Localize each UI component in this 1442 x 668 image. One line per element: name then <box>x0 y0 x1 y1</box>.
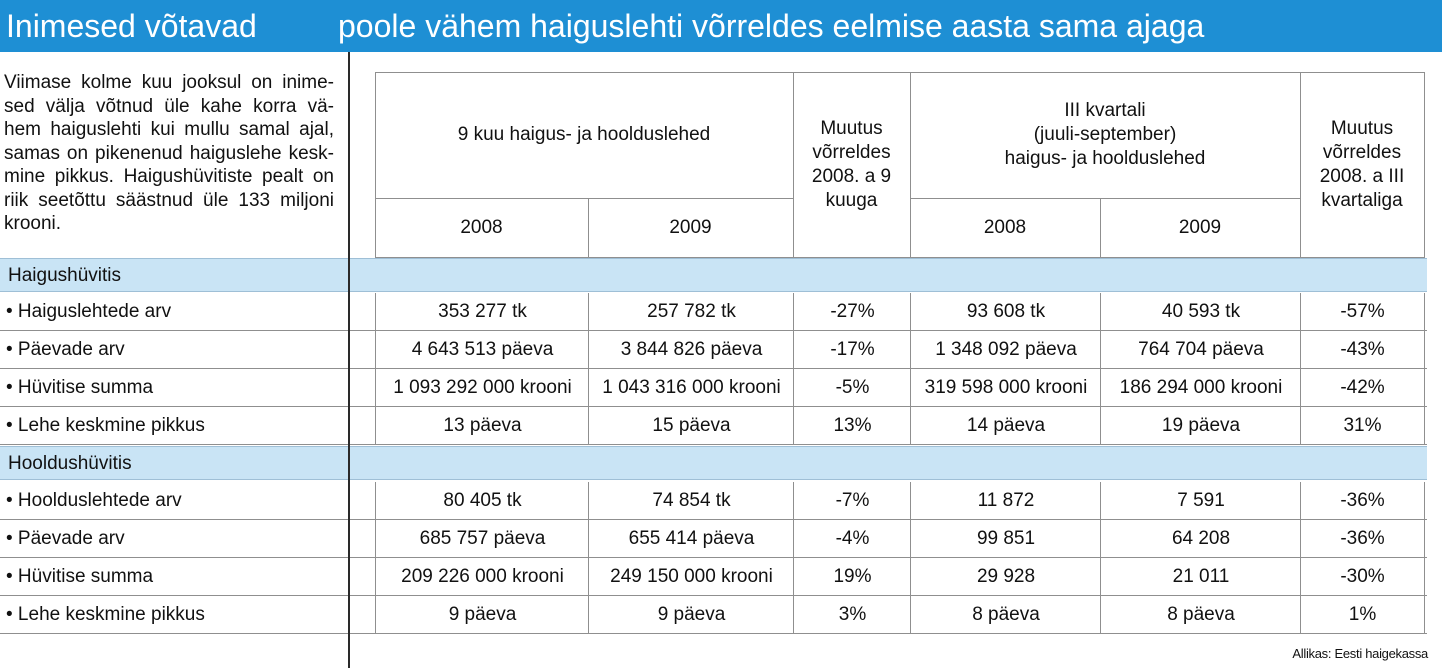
row-label: • Lehe keskmine pikkus <box>6 415 205 436</box>
table-row <box>0 369 1427 407</box>
cell-2008-q3: 29 928 <box>910 558 1101 595</box>
cell-2008-q3: 1 348 092 päeva <box>910 331 1101 368</box>
cell-change-9m: 13% <box>793 407 911 444</box>
cell-2009-q3: 8 päeva <box>1100 596 1301 633</box>
cell-change-9m: -7% <box>793 482 911 519</box>
cell-2008-9m: 13 päeva <box>375 407 589 444</box>
section-header <box>0 446 1427 480</box>
header-year-2008-9m: 2008 <box>375 198 589 258</box>
header-year-2009-q3: 2009 <box>1100 198 1301 258</box>
cell-change-q3: -36% <box>1300 482 1425 519</box>
table-row <box>0 596 1427 634</box>
cell-2009-9m: 1 043 316 000 krooni <box>588 369 794 406</box>
cell-2009-9m: 15 päeva <box>588 407 794 444</box>
cell-2008-9m: 9 päeva <box>375 596 589 633</box>
row-label: • Hüvitise summa <box>6 377 154 398</box>
section-title: Hooldushüvitis <box>8 453 132 474</box>
vertical-divider <box>348 52 350 668</box>
cell-change-9m: -27% <box>793 293 911 330</box>
cell-change-q3: -43% <box>1300 331 1425 368</box>
cell-2009-q3: 40 593 tk <box>1100 293 1301 330</box>
cell-change-q3: -42% <box>1300 369 1425 406</box>
cell-2008-9m: 685 757 päeva <box>375 520 589 557</box>
cell-change-9m: -4% <box>793 520 911 557</box>
table-row <box>0 558 1427 596</box>
header-change-9m: Muutus võrreldes 2008. a 9 kuuga <box>793 72 911 258</box>
table-row <box>0 331 1427 369</box>
intro-line: sed välja võtnud üle kahe korra vä- <box>4 95 334 117</box>
table-row <box>0 482 1427 520</box>
cell-2009-9m: 257 782 tk <box>588 293 794 330</box>
cell-change-q3: 1% <box>1300 596 1425 633</box>
cell-2008-q3: 319 598 000 krooni <box>910 369 1101 406</box>
intro-line: hem haiguslehti kui mullu samal ajal, <box>4 119 334 140</box>
cell-2008-9m: 209 226 000 krooni <box>375 558 589 595</box>
cell-change-q3: -57% <box>1300 293 1425 330</box>
cell-2009-q3: 21 011 <box>1100 558 1301 595</box>
intro-text <box>4 71 334 236</box>
cell-2008-9m: 1 093 292 000 krooni <box>375 369 589 406</box>
cell-2008-9m: 4 643 513 päeva <box>375 331 589 368</box>
cell-change-9m: 3% <box>793 596 911 633</box>
row-label: • Hoolduslehtede arv <box>6 490 182 511</box>
intro-line: krooni. <box>4 213 62 234</box>
table-row <box>0 407 1427 445</box>
cell-2009-9m: 74 854 tk <box>588 482 794 519</box>
cell-change-q3: -30% <box>1300 558 1425 595</box>
cell-change-q3: -36% <box>1300 520 1425 557</box>
row-label: • Haiguslehtede arv <box>6 301 172 322</box>
table-row <box>0 520 1427 558</box>
row-label: • Päevade arv <box>6 528 125 549</box>
cell-2008-q3: 11 872 <box>910 482 1101 519</box>
header-change-q3: Muutus võrreldes 2008. a III kvartaliga <box>1300 72 1425 258</box>
intro-line: samas on pikenenud haiguslehe kesk- <box>4 142 334 164</box>
cell-2009-q3: 764 704 päeva <box>1100 331 1301 368</box>
cell-2009-q3: 64 208 <box>1100 520 1301 557</box>
cell-change-q3: 31% <box>1300 407 1425 444</box>
row-label: • Hüvitise summa <box>6 566 154 587</box>
section-header <box>0 258 1427 292</box>
cell-2009-q3: 7 591 <box>1100 482 1301 519</box>
cell-2009-9m: 249 150 000 krooni <box>588 558 794 595</box>
header-year-2009-9m: 2009 <box>588 198 794 258</box>
cell-2008-q3: 99 851 <box>910 520 1101 557</box>
cell-2009-9m: 3 844 826 päeva <box>588 331 794 368</box>
cell-2008-9m: 80 405 tk <box>375 482 589 519</box>
intro-line: Viimase kolme kuu jooksul on inime- <box>4 72 334 93</box>
cell-2009-9m: 9 päeva <box>588 596 794 633</box>
cell-2009-q3: 19 päeva <box>1100 407 1301 444</box>
row-label: • Päevade arv <box>6 339 125 360</box>
cell-2008-9m: 353 277 tk <box>375 293 589 330</box>
row-label: • Lehe keskmine pikkus <box>6 604 205 625</box>
cell-change-9m: -17% <box>793 331 911 368</box>
section-title: Haigushüvitis <box>8 265 121 286</box>
cell-2008-q3: 93 608 tk <box>910 293 1101 330</box>
header-group-9-months: 9 kuu haigus- ja hoolduslehed <box>375 72 794 199</box>
title-part-1: Inimesed võtavad <box>6 8 257 44</box>
title-part-2: poole vähem haiguslehti võrreldes eelmise aasta sama ajaga <box>338 8 1205 44</box>
cell-2009-q3: 186 294 000 krooni <box>1100 369 1301 406</box>
cell-change-9m: 19% <box>793 558 911 595</box>
header-year-2008-q3: 2008 <box>910 198 1101 258</box>
header-group-q3: III kvartali (juuli-september) haigus- ja hoolduslehed <box>910 72 1301 199</box>
title-bar <box>0 0 1442 52</box>
intro-line: riik seetõttu säästnud üle 133 miljoni <box>4 189 334 211</box>
cell-change-9m: -5% <box>793 369 911 406</box>
table-row <box>0 293 1427 331</box>
intro-line: mine pikkus. Haigushüvitiste pealt on <box>4 166 334 187</box>
source-note: Allikas: Eesti haigekassa <box>1292 646 1428 661</box>
cell-2008-q3: 14 päeva <box>910 407 1101 444</box>
cell-2008-q3: 8 päeva <box>910 596 1101 633</box>
cell-2009-9m: 655 414 päeva <box>588 520 794 557</box>
